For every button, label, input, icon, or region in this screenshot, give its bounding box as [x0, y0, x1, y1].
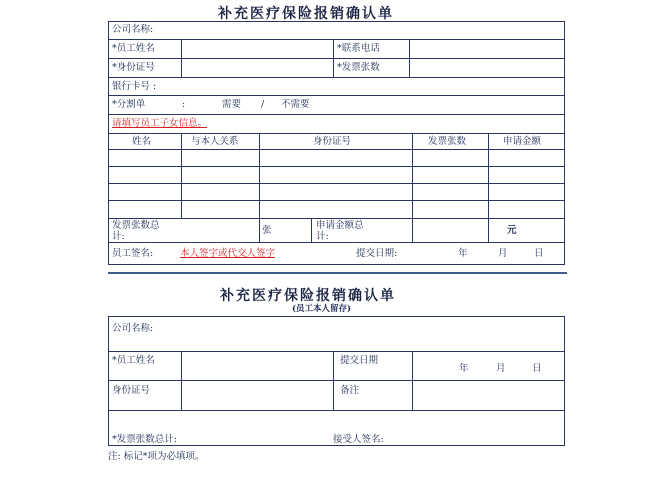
amount-total-label: 申请金额总计:	[316, 220, 364, 242]
form2-month-label: 月	[496, 363, 506, 374]
form2-company-name-label: 公司名称:	[112, 323, 154, 334]
form2-employee-name-label: *员工姓名	[112, 355, 155, 366]
form2-table-border	[108, 316, 565, 446]
footnote: 注: 标记*项为必填项。	[108, 451, 205, 462]
employee-name-label: *员工姓名	[112, 43, 155, 54]
form2-remarks-field[interactable]	[414, 382, 563, 408]
sheet-unit: 张	[262, 225, 272, 236]
split-label: *分割单	[112, 99, 146, 110]
form2-submit-date-label: 提交日期	[340, 355, 379, 366]
form2-invoice-total-label: *发票张数总计:	[112, 434, 177, 445]
id-number-label: *身份证号	[112, 62, 155, 73]
currency-unit: 元	[507, 225, 517, 236]
signature-label: 员工签名:	[112, 248, 154, 259]
header-id-number: 身份证号	[313, 136, 352, 147]
year-label: 年	[458, 248, 468, 259]
form2-receiver-signature-label: 接受人签名:	[333, 434, 384, 445]
employee-name-field[interactable]	[183, 41, 331, 56]
header-invoice-count: 发票张数	[428, 136, 467, 147]
form2-year-label: 年	[459, 363, 469, 374]
form2-subtitle: (员工本人留存)	[292, 304, 352, 314]
form2-remarks-label: 备注	[340, 385, 360, 396]
company-name-label: 公司名称:	[112, 24, 154, 35]
split-slash: /	[261, 99, 265, 110]
submit-date-label: 提交日期:	[356, 248, 398, 259]
form2-employee-name-field[interactable]	[183, 353, 331, 378]
form1-title: 补充医疗保险报销确认单	[218, 6, 394, 22]
id-number-field[interactable]	[183, 60, 331, 75]
split-need-option[interactable]: 需要	[222, 99, 242, 110]
form-separator	[108, 272, 567, 274]
form2-day-label: 日	[532, 363, 542, 374]
invoice-total-label: 发票张数总计:	[112, 220, 160, 242]
day-label: 日	[534, 248, 544, 259]
split-noneed-option[interactable]: 不需要	[281, 99, 310, 110]
header-name: 姓名	[132, 136, 152, 147]
form2-id-number-field[interactable]	[183, 382, 331, 408]
header-amount: 申请金额	[503, 136, 542, 147]
form2-title: 补充医疗保险报销确认单	[220, 288, 396, 304]
form2-id-number-label: 身份证号	[112, 385, 151, 396]
child-info-note: 请填写员工子女信息。	[112, 118, 208, 129]
signature-note[interactable]: 本人签字或代交人签字	[180, 248, 276, 259]
bank-card-label: 银行卡号 :	[112, 81, 157, 92]
contact-phone-field[interactable]	[411, 41, 563, 56]
invoice-count-label: *发票张数	[337, 62, 380, 73]
month-label: 月	[498, 248, 508, 259]
header-relation: 与本人关系	[191, 136, 239, 147]
split-colon: :	[182, 99, 186, 110]
contact-phone-label: *联系电话	[337, 43, 380, 54]
invoice-count-field[interactable]	[411, 60, 563, 75]
